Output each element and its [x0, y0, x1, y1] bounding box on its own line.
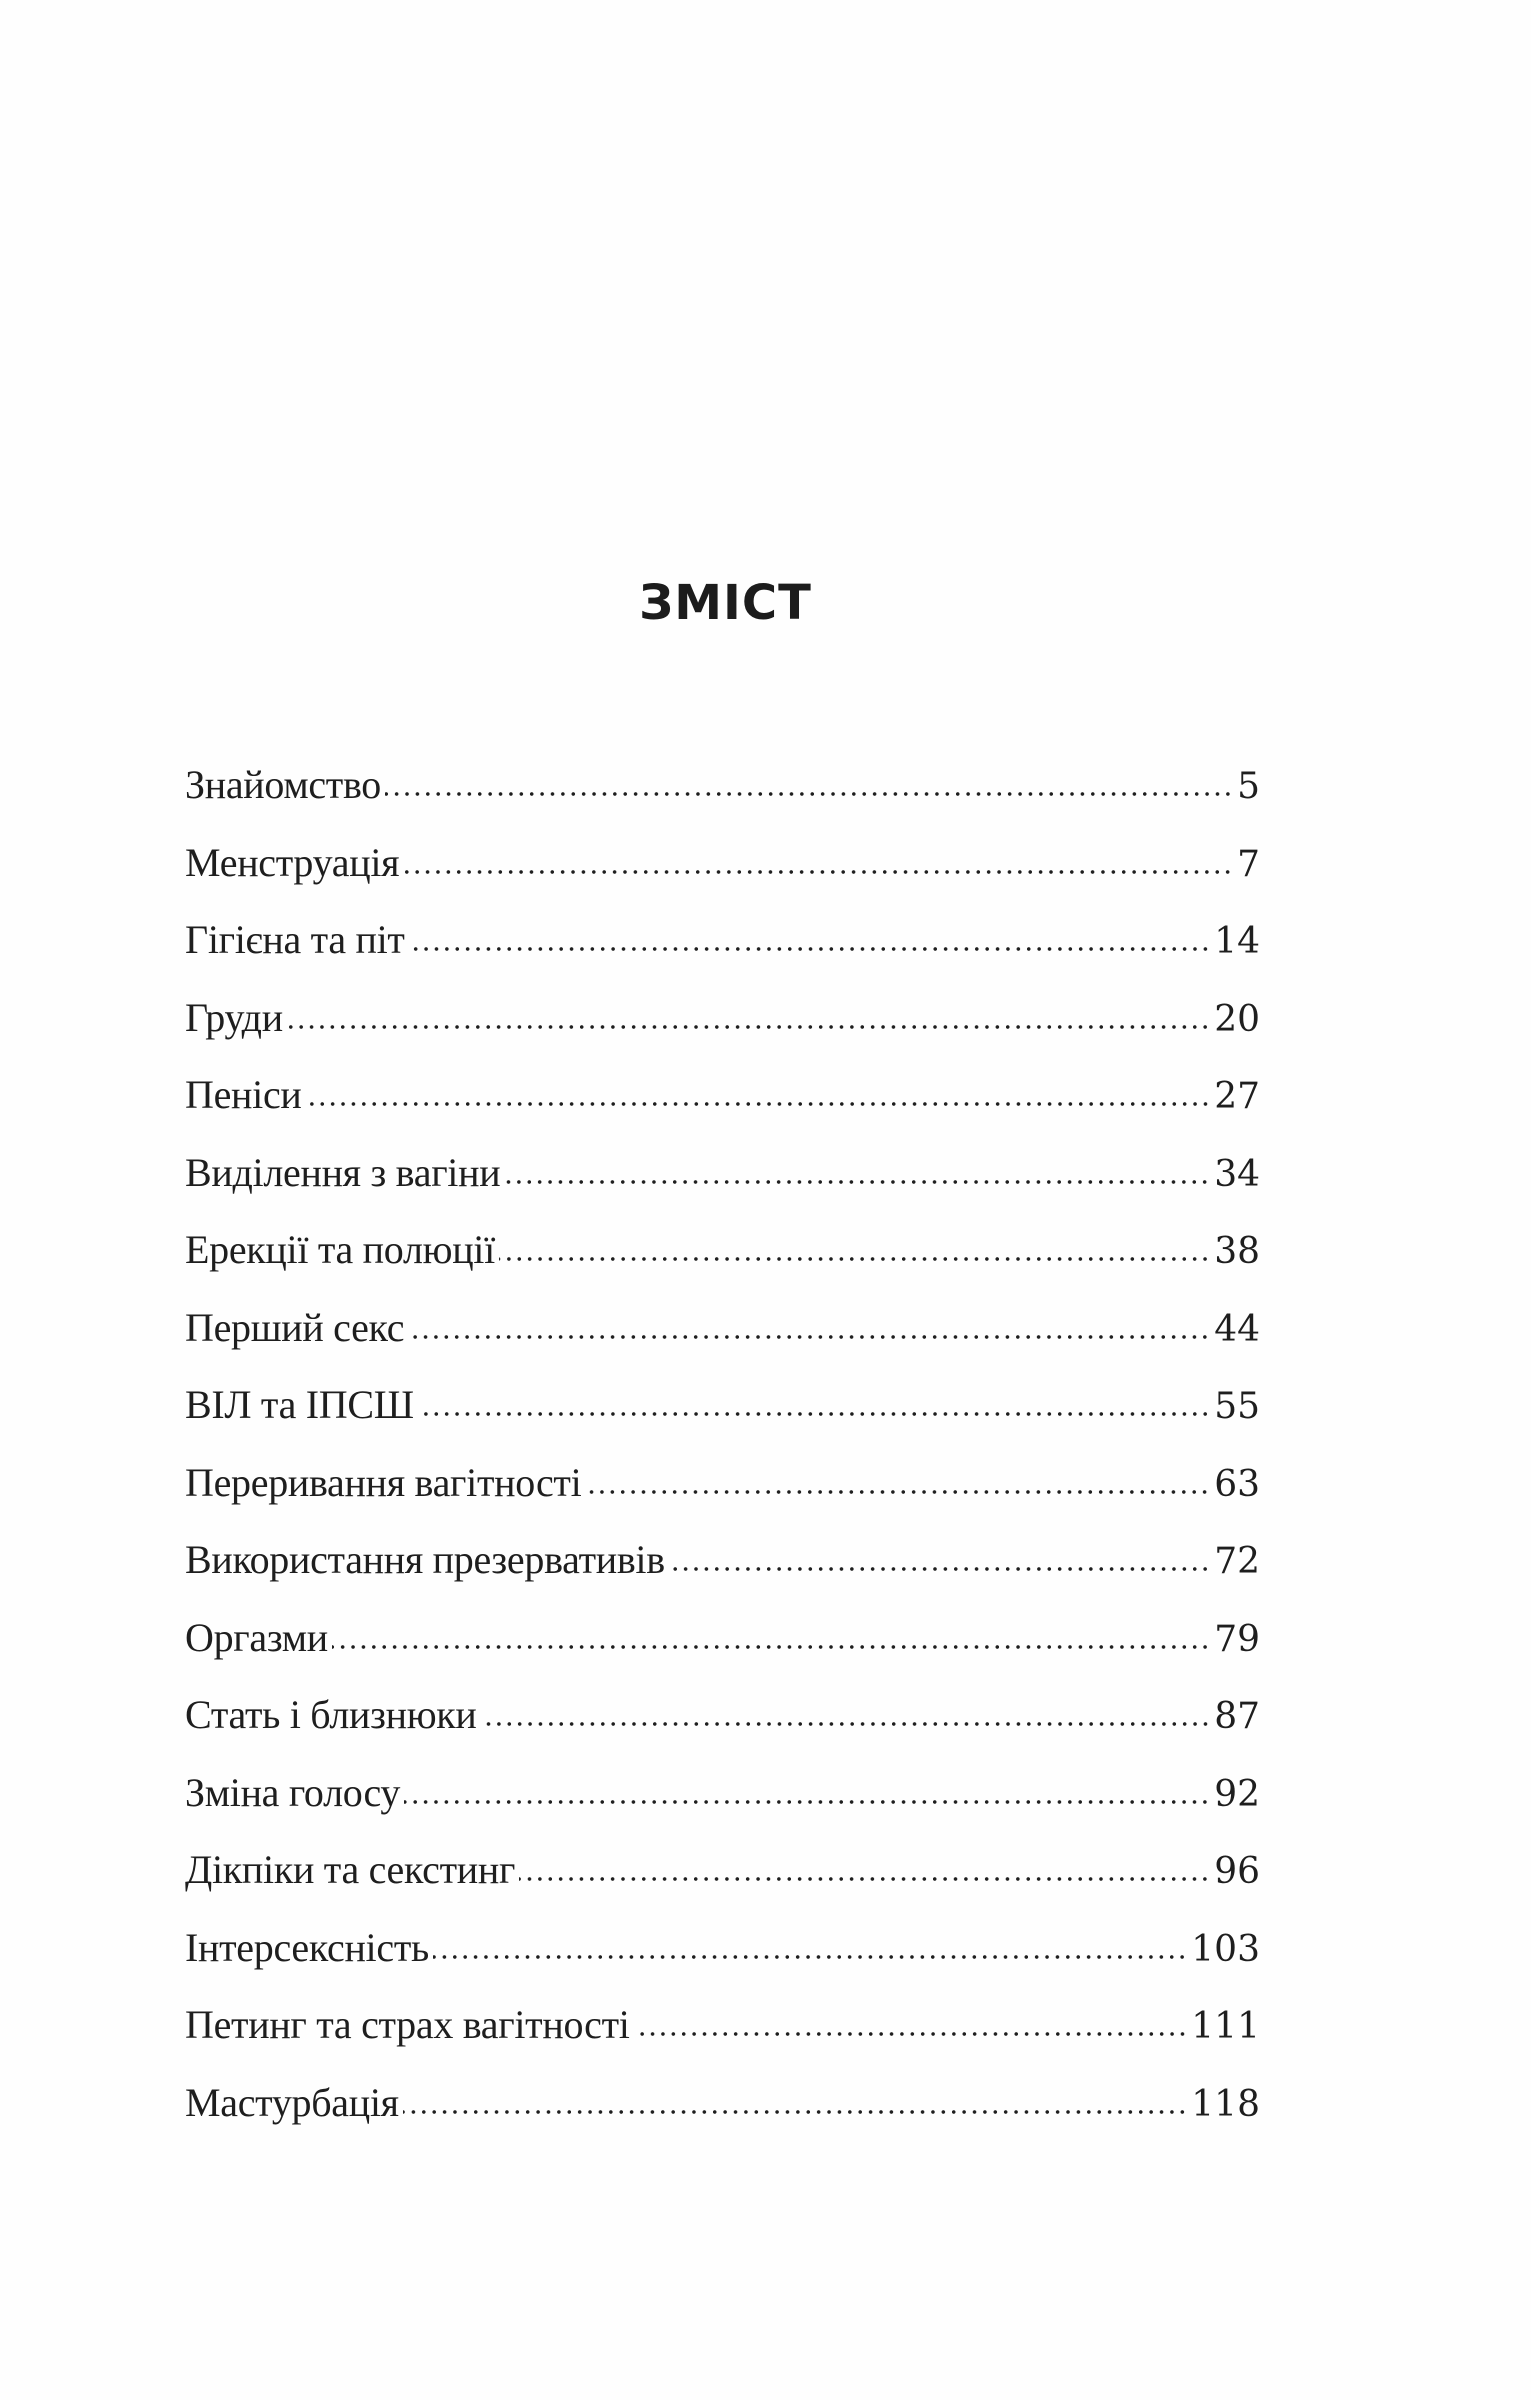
toc-entry-page-number: 38	[1214, 1231, 1260, 1272]
toc-entry-page-number: 118	[1191, 2083, 1260, 2125]
toc-entry-page-number: 103	[1191, 1928, 1260, 1970]
toc-entry-label: Використання презервативів	[185, 1537, 665, 1582]
toc-entry	[185, 1921, 1260, 1999]
toc-entry-page-number: 87	[1214, 1696, 1260, 1737]
toc-entry-label: Пеніси	[185, 1072, 302, 1117]
toc-entry	[185, 1301, 1260, 1379]
toc-entry-label: Ерекції та полюції	[185, 1227, 495, 1272]
dot-leader	[403, 2076, 1188, 2116]
dot-leader	[385, 758, 1233, 798]
toc-entry	[185, 1533, 1260, 1611]
dot-leader	[499, 1223, 1210, 1263]
toc-entry-label: Переривання вагітності	[185, 1459, 582, 1505]
toc-entry-page-number: 5	[1237, 766, 1260, 807]
toc-entry	[185, 1378, 1260, 1456]
toc-entry	[185, 1843, 1260, 1921]
toc-entry-page-number: 92	[1214, 1773, 1260, 1815]
dot-leader	[404, 1766, 1210, 1806]
toc-entry-page-number: 27	[1214, 1076, 1260, 1117]
dot-leader	[418, 1378, 1210, 1418]
toc-entry-page-number: 72	[1214, 1541, 1260, 1582]
toc-entry	[185, 2076, 1260, 2154]
toc-entry-label: Стать і близнюки	[185, 1692, 477, 1737]
dot-leader	[409, 913, 1211, 953]
toc-entry-label: ВІЛ та ІПСШ	[185, 1382, 414, 1427]
page-title: ЗМІСТ	[639, 575, 812, 631]
dot-leader	[634, 1998, 1188, 2038]
toc-entry	[185, 913, 1260, 991]
toc-entry-label: Інтерсексність	[185, 1924, 429, 1970]
toc-entry-label: Оргазми	[185, 1614, 328, 1660]
toc-entry-page-number: 55	[1214, 1386, 1260, 1427]
toc-entry	[185, 1688, 1260, 1766]
toc-entry-label: Виділення з вагіни	[185, 1149, 501, 1195]
toc-entry	[185, 991, 1260, 1069]
toc-entry-label: Перший секс	[185, 1304, 405, 1350]
toc-entry-label: Дікпіки та секстинг	[185, 1847, 516, 1892]
table-of-contents	[185, 758, 1260, 2153]
toc-entry-page-number: 44	[1214, 1308, 1260, 1350]
toc-entry-label: Петинг та страх вагітності	[185, 2002, 630, 2047]
dot-leader	[669, 1533, 1210, 1573]
toc-entry-page-number: 34	[1214, 1153, 1260, 1195]
toc-entry-label: Знайомство	[185, 762, 382, 807]
toc-entry-page-number: 63	[1214, 1463, 1260, 1505]
toc-entry	[185, 1223, 1260, 1301]
toc-entry-label: Мастурбація	[185, 2079, 399, 2125]
toc-entry-page-number: 7	[1237, 843, 1260, 885]
toc-entry-label: Груди	[185, 994, 283, 1040]
toc-entry	[185, 836, 1260, 914]
toc-entry	[185, 1611, 1260, 1689]
dot-leader	[408, 1301, 1210, 1341]
toc-entry-page-number: 20	[1214, 998, 1260, 1040]
dot-leader	[519, 1843, 1210, 1883]
toc-entry-page-number: 96	[1214, 1851, 1260, 1892]
toc-entry	[185, 1456, 1260, 1534]
toc-entry-page-number: 111	[1191, 2006, 1260, 2047]
dot-leader	[504, 1146, 1210, 1186]
toc-entry-page-number: 14	[1214, 921, 1260, 962]
dot-leader	[585, 1456, 1210, 1496]
toc-entry	[185, 758, 1260, 836]
dot-leader	[433, 1921, 1187, 1961]
toc-entry	[185, 1146, 1260, 1224]
toc-entry-page-number: 79	[1214, 1618, 1260, 1660]
dot-leader	[306, 1068, 1211, 1108]
toc-entry-label: Менструація	[185, 839, 400, 885]
dot-leader	[481, 1688, 1211, 1728]
toc-entry-label: Зміна голосу	[185, 1769, 401, 1815]
toc-entry	[185, 1766, 1260, 1844]
dot-leader	[287, 991, 1210, 1031]
dot-leader	[403, 836, 1233, 876]
toc-entry-label: Гігієна та піт	[185, 917, 405, 962]
dot-leader	[332, 1611, 1210, 1651]
toc-entry	[185, 1068, 1260, 1146]
toc-entry	[185, 1998, 1260, 2076]
